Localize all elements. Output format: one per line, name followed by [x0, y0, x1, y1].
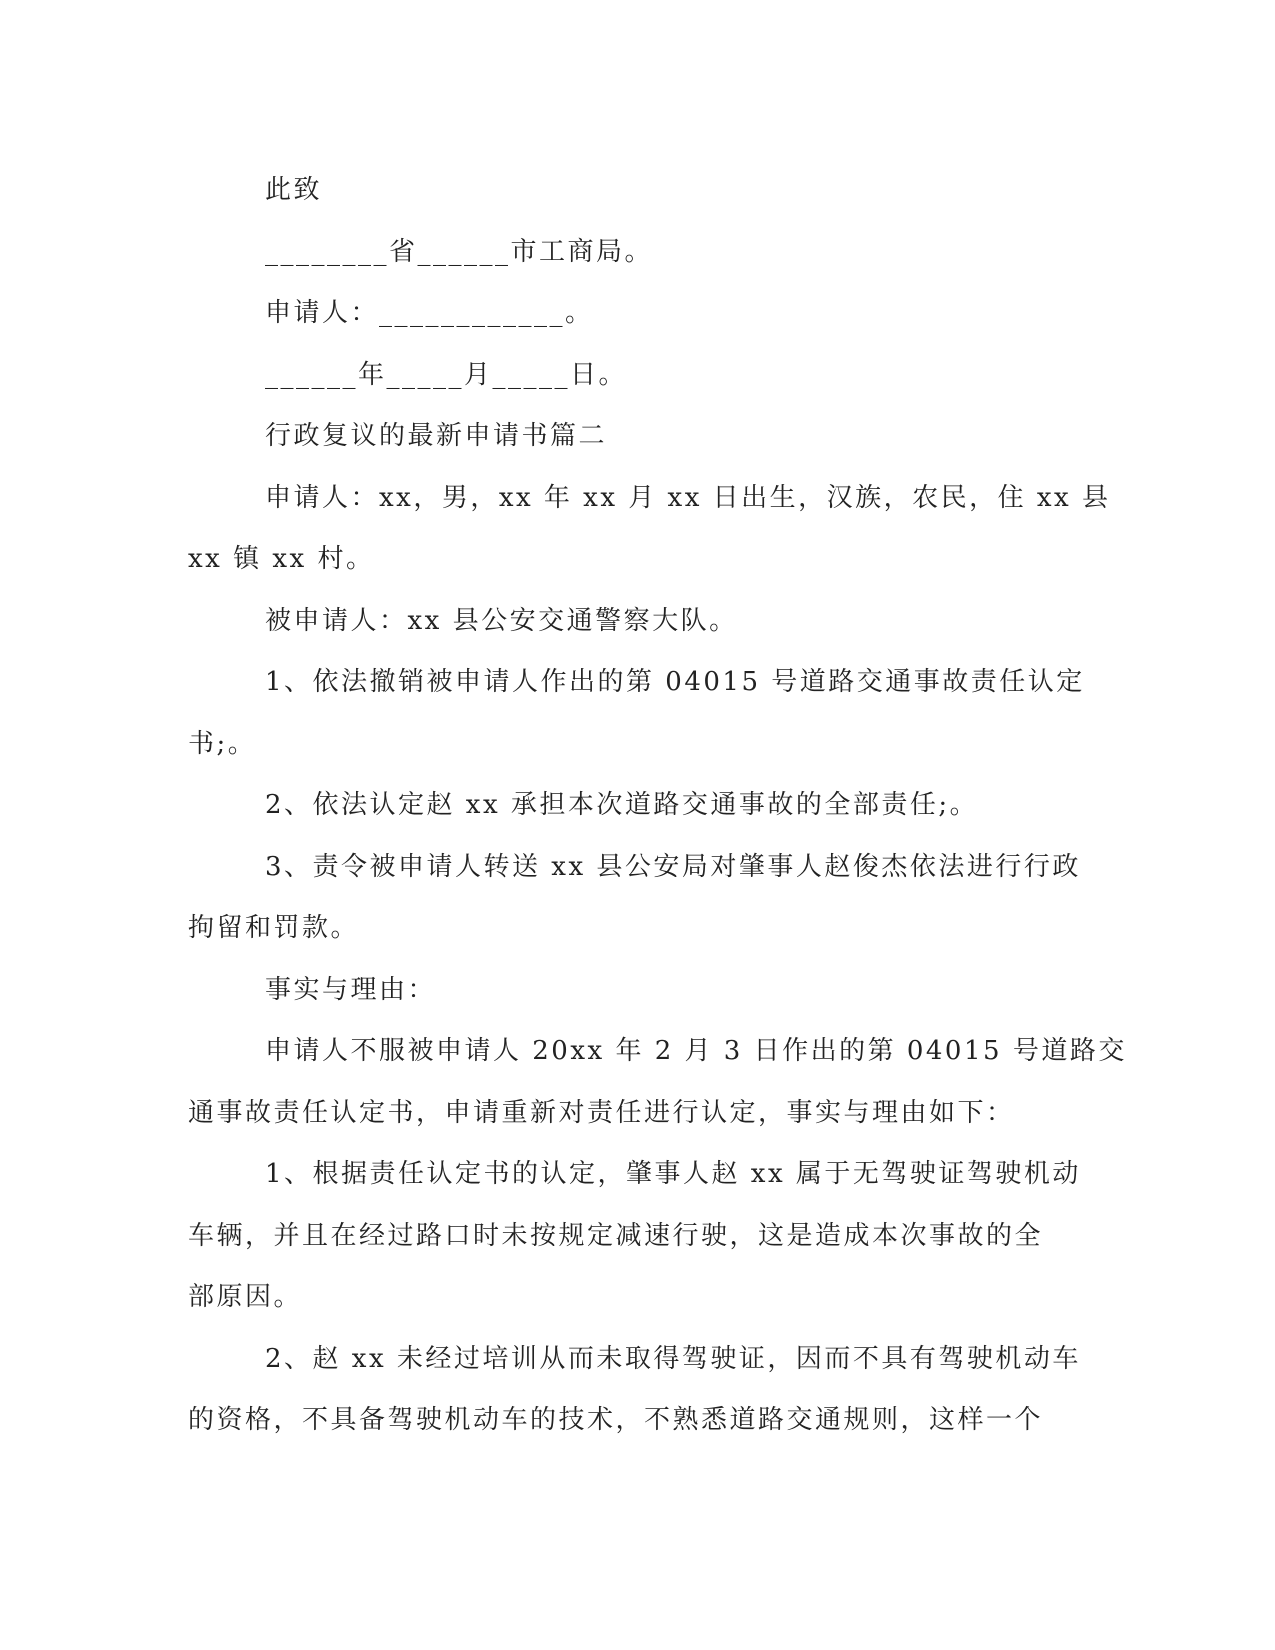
- recipient-line: ________省______市工商局。: [265, 236, 654, 267]
- request-item-2: 2、依法认定赵 xx 承担本次道路交通事故的全部责任;。: [265, 790, 979, 820]
- respondent-info: 被申请人：xx 县公安交通警察大队。: [265, 605, 738, 636]
- applicant-signature-line: 申请人：____________。: [265, 298, 594, 328]
- facts-heading: 事实与理由：: [265, 974, 437, 1005]
- request-item-1: 1、依法撤销被申请人作出的第 04015 号道路交通事故责任认定: [265, 667, 1085, 697]
- request-item-1-continued: 书;。: [188, 728, 257, 759]
- fact-item-1: 1、根据责任认定书的认定，肇事人赵 xx 属于无驾驶证驾驶机动: [265, 1159, 1081, 1189]
- fact-item-1-end: 部原因。: [188, 1282, 303, 1312]
- date-line: ______年_____月_____日。: [265, 359, 628, 390]
- applicant-info-continued: xx 镇 xx 村。: [188, 544, 375, 574]
- document-body: [188, 160, 1127, 1452]
- fact-item-2-continued: 的资格，不具备驾驶机动车的技术，不熟悉道路交通规则，这样一个: [188, 1405, 1044, 1435]
- fact-item-2: 2、赵 xx 未经过培训从而未取得驾驶证，因而不具有驾驶机动车: [265, 1343, 1081, 1374]
- applicant-info: 申请人：xx，男，xx 年 xx 月 xx 日出生，汉族，农民，住 xx 县: [265, 482, 1111, 513]
- fact-item-1-continued: 车辆，并且在经过路口时未按规定减速行驶，这是造成本次事故的全: [188, 1220, 1044, 1251]
- facts-intro-continued: 通事故责任认定书，申请重新对责任进行认定，事实与理由如下：: [188, 1097, 1015, 1128]
- request-item-3: 3、责令被申请人转送 xx 县公安局对肇事人赵俊杰依法进行行政: [265, 851, 1081, 882]
- section-heading: 行政复议的最新申请书篇二: [265, 421, 608, 451]
- closing-salutation: 此致: [265, 175, 323, 205]
- facts-intro: 申请人不服被申请人 20xx 年 2 月 3 日作出的第 04015 号道路交: [265, 1036, 1127, 1066]
- request-item-3-continued: 拘留和罚款。: [188, 913, 360, 943]
